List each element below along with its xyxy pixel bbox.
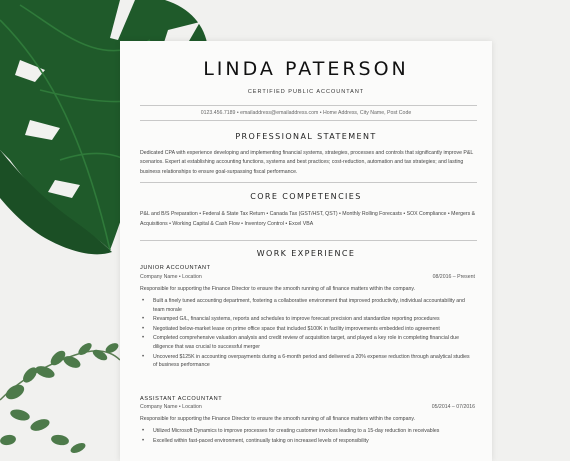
list-item bbox=[140, 334, 475, 351]
contact-line: 0123.456.7189 • emailaddress@emailaddress.com • Home Address, City Name, Post Code bbox=[200, 110, 412, 116]
competencies-text: P&L and B/S Preparation • Federal & State Tax Return • Canada Tax (GST/HST, QST) • Monthly Rolling Forecasts • SOX Compliance • Mergers & Acquisitions • Working Capital & Cash Flow • Inventory Control • Excel VBA bbox=[140, 211, 476, 227]
resume-paper bbox=[120, 41, 492, 461]
bullet-dot: • bbox=[142, 335, 145, 342]
eucalyptus-sprig bbox=[0, 341, 120, 453]
job-bullets bbox=[140, 297, 475, 371]
job-meta bbox=[140, 274, 475, 280]
divider bbox=[140, 240, 477, 241]
bullet-text: Built a finely tuned accounting department, fostering a collaborative environment that improved productivity, individual accountability and team morale bbox=[153, 298, 465, 313]
statement-text: Dedicated CPA with experience developing and implementing financial systems, strategies, processes and controls that significantly improve P&L scenarios. Expert at establishing accounting functions, systems and best practices; cost-reduction, automation and tax strategies; and lasting business relationships to ensure goal-surpassing fiscal performance. bbox=[140, 150, 474, 175]
list-item bbox=[140, 427, 475, 436]
bullet-text: Revamped G/L, financial systems, reports and schedules to improve forecast precision and standardize reporting procedures bbox=[153, 316, 440, 323]
divider bbox=[140, 105, 477, 106]
job-summary: Responsible for supporting the Finance Director to ensure the smooth running of all finance matters within the company. bbox=[140, 416, 415, 422]
bullet-text: Uncovered $125K in accounting overpayments during a 6-month period and delivered a 20% expense reduction through analytical studies of business performance bbox=[153, 353, 470, 369]
job-dates: 08/2016 – Present bbox=[432, 274, 475, 280]
section-heading-statement: PROFESSIONAL STATEMENT bbox=[235, 132, 377, 141]
job-title: JUNIOR ACCOUNTANT bbox=[140, 265, 211, 271]
section-heading-competencies: CORE COMPETENCIES bbox=[250, 192, 362, 201]
divider bbox=[140, 182, 477, 183]
bullet-dot: • bbox=[142, 316, 145, 323]
list-item bbox=[140, 437, 475, 446]
list-item bbox=[140, 297, 475, 314]
bullet-dot: • bbox=[142, 298, 145, 304]
bullet-dot: • bbox=[142, 325, 145, 332]
list-item bbox=[140, 325, 475, 334]
job-bullets bbox=[140, 427, 475, 446]
job-company: Company Name • Location bbox=[140, 274, 202, 280]
bullet-text: Excelled within fast-paced environment, continually taking on increased levels of responsibility bbox=[153, 437, 369, 444]
bullet-text: Utilized Microsoft Dynamics to improve processes for creating customer invoices leading to a 15-day reduction in receivables bbox=[153, 428, 440, 434]
bullet-dot: • bbox=[142, 353, 145, 360]
resume-name: LINDA PATERSON bbox=[203, 58, 409, 80]
job-summary: Responsible for supporting the Finance Director to ensure the smooth running of all finance matters within the company. bbox=[140, 286, 415, 292]
job-dates: 05/2014 – 07/2016 bbox=[431, 404, 475, 410]
job-title: ASSISTANT ACCOUNTANT bbox=[140, 396, 223, 402]
job-company: Company Name • Location bbox=[140, 404, 202, 410]
bullet-text: Completed comprehensive valuation analysis and credit review of acquisition target, and played a key role in completing financial due diligence that was crucial to successful merger bbox=[153, 335, 459, 350]
resume-job-title: CERTIFIED PUBLIC ACCOUNTANT bbox=[247, 89, 365, 95]
list-item bbox=[140, 353, 475, 370]
bullet-dot: • bbox=[142, 437, 145, 444]
list-item bbox=[140, 315, 475, 324]
section-heading-experience: WORK EXPERIENCE bbox=[256, 249, 356, 258]
bullet-dot: • bbox=[142, 428, 145, 434]
divider bbox=[140, 120, 477, 121]
bullet-text: Negotiated below-market lease on prime office space that included $100K in facility improvements embedded into agreement bbox=[153, 325, 440, 332]
job-meta bbox=[140, 404, 475, 410]
